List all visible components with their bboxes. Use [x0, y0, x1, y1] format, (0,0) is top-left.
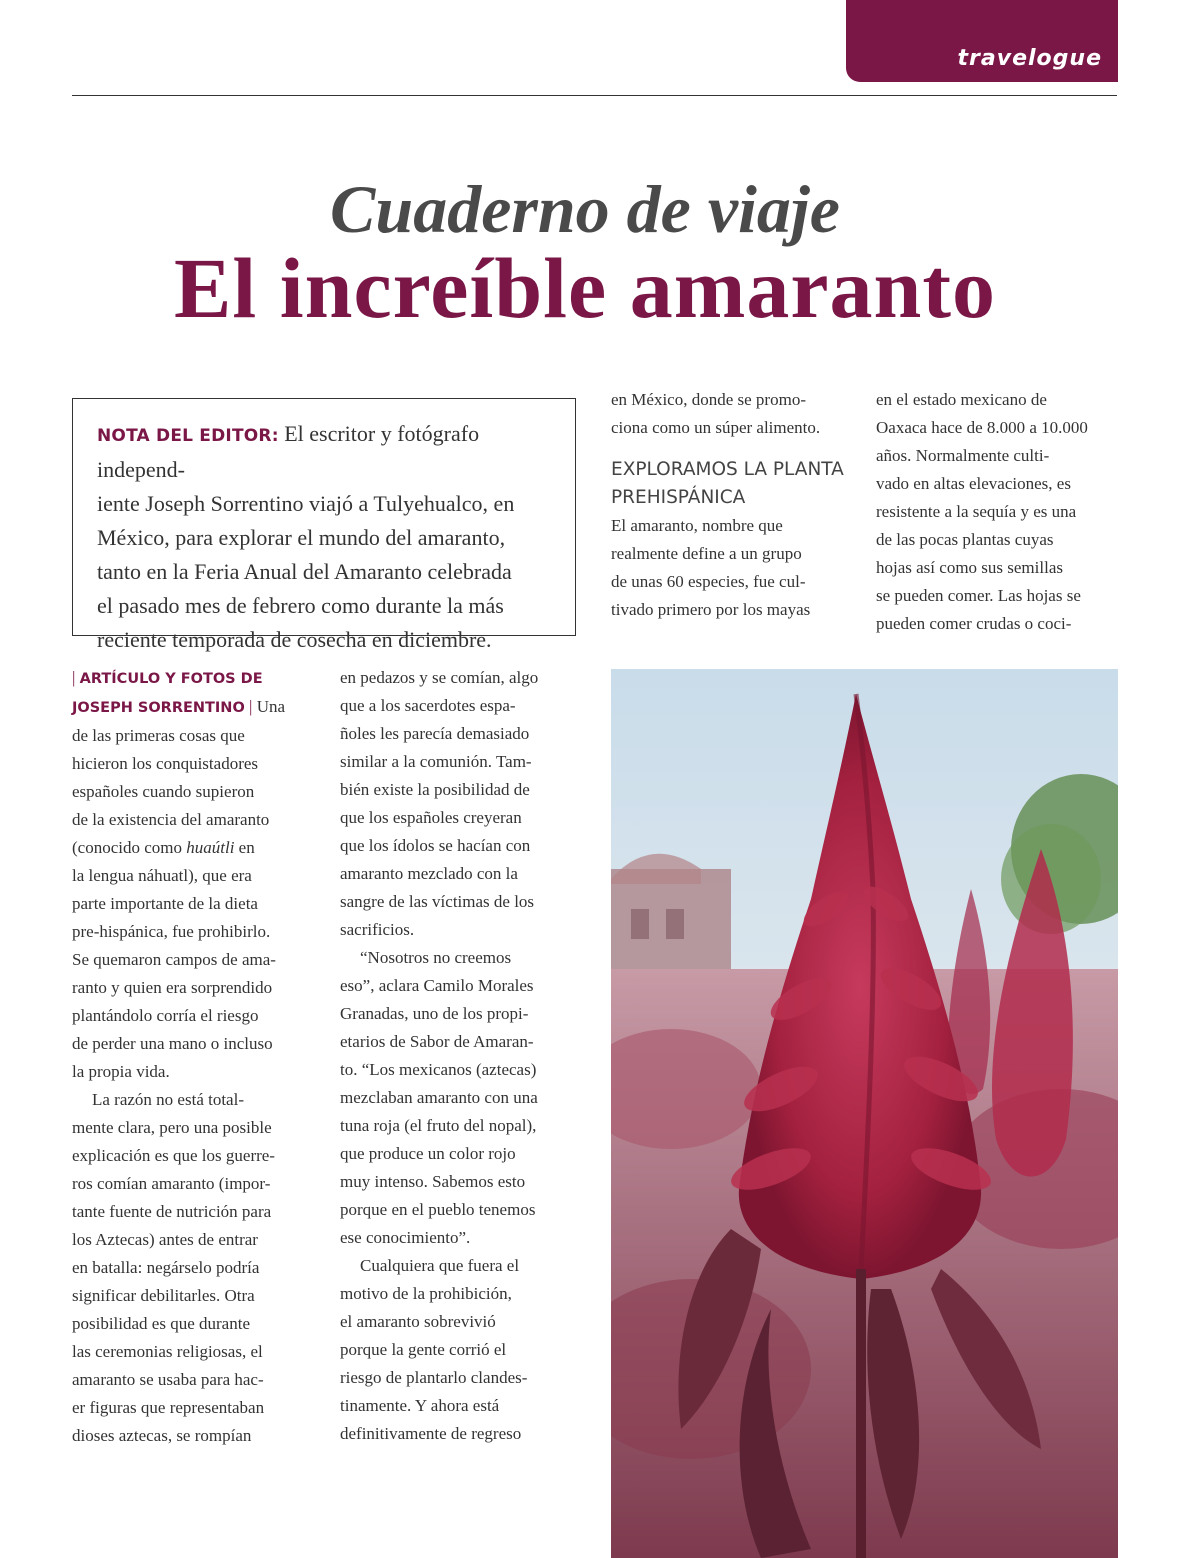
- editor-note-line: México, para explorar el mundo del amaranto,: [97, 525, 506, 550]
- editor-note-box: [72, 398, 576, 652]
- text-line: la propia vida.: [72, 1062, 170, 1081]
- editor-note-line: reciente temporada de cosecha en diciembre.: [97, 627, 492, 652]
- text-line: españoles cuando supieron: [72, 782, 255, 801]
- text-line: el amaranto sobrevivió: [340, 1312, 496, 1331]
- text-line: que los españoles creyeran: [340, 808, 522, 827]
- text-line: explicación es que los guerre-: [72, 1146, 275, 1165]
- text-line: vado en altas elevaciones, es: [876, 474, 1071, 493]
- text-line: que produce un color rojo: [340, 1144, 516, 1163]
- text-line: significar debilitarles. Otra: [72, 1286, 255, 1305]
- subhead-line: PREHISPÁNICA: [611, 487, 746, 508]
- text-line: dioses aztecas, se rompían: [72, 1426, 252, 1445]
- article-column-3: [611, 386, 861, 624]
- text-line: plantándolo corría el riesgo: [72, 1006, 259, 1025]
- text-line: las ceremonias religiosas, el: [72, 1342, 263, 1361]
- text-line: la lengua náhuatl), que era: [72, 866, 252, 885]
- text-line: Oaxaca hace de 8.000 a 10.000: [876, 418, 1088, 437]
- editor-note-line: El escritor y fotógrafo independ-: [97, 421, 480, 482]
- text-line: amaranto se usaba para hac-: [72, 1370, 264, 1389]
- editor-note-line: iente Joseph Sorrentino viajó a Tulyehualco, en: [97, 491, 515, 516]
- editor-note-label: NOTA DEL EDITOR:: [97, 426, 279, 446]
- byline-label: ARTÍCULO Y FOTOS DE: [79, 671, 263, 687]
- text-line: se pueden comer. Las hojas se: [876, 586, 1081, 605]
- text-line: sacrificios.: [340, 920, 415, 939]
- text-line: pueden comer crudas o coci-: [876, 614, 1072, 633]
- text-line: hojas así como sus semillas: [876, 558, 1063, 577]
- text-line: en el estado mexicano de: [876, 390, 1047, 409]
- text-line: eso”, aclara Camilo Morales: [340, 976, 534, 995]
- text-line: La razón no está total-: [92, 1090, 244, 1109]
- text-line: posibilidad es que durante: [72, 1314, 250, 1333]
- text-line: de unas 60 especies, fue cul-: [611, 572, 806, 591]
- text-line: en: [234, 838, 255, 857]
- text-line: realmente define a un grupo: [611, 544, 802, 563]
- text-line: tante fuente de nutrición para: [72, 1202, 272, 1221]
- text-line: años. Normalmente culti-: [876, 446, 1050, 465]
- byline-author: JOSEPH SORRENTINO: [72, 700, 245, 716]
- text-line: tivado primero por los mayas: [611, 600, 811, 619]
- text-line: parte importante de la dieta: [72, 894, 258, 913]
- title-kicker: Cuaderno de viaje: [330, 171, 840, 247]
- text-line: los Aztecas) antes de entrar: [72, 1230, 258, 1249]
- article-column-1: [72, 664, 322, 1450]
- text-line: tuna roja (el fruto del nopal),: [340, 1116, 537, 1135]
- text-line: hicieron los conquistadores: [72, 754, 259, 773]
- text-line: etarios de Sabor de Amaran-: [340, 1032, 534, 1051]
- section-tab: [846, 0, 1118, 82]
- text-line: de la existencia del amaranto: [72, 810, 270, 829]
- text-line: Cualquiera que fuera el: [360, 1256, 520, 1275]
- text-line: er figuras que representaban: [72, 1398, 265, 1417]
- text-line: similar a la comunión. Tam-: [340, 752, 532, 771]
- text-line: riesgo de plantarlo clandes-: [340, 1368, 528, 1387]
- text-line: sangre de las víctimas de los: [340, 892, 535, 911]
- text-line: porque la gente corrió el: [340, 1340, 507, 1359]
- text-line: amaranto mezclado con la: [340, 864, 518, 883]
- text-line: (conocido como: [72, 838, 187, 857]
- text-line: ranto y quien era sorprendido: [72, 978, 273, 997]
- text-line: definitivamente de regreso: [340, 1424, 522, 1443]
- text-line: to. “Los mexicanos (aztecas): [340, 1060, 537, 1079]
- text-line: porque en el pueblo tenemos: [340, 1200, 536, 1219]
- text-line: El amaranto, nombre que: [611, 516, 783, 535]
- section-subhead: [611, 456, 861, 512]
- subhead-line: EXPLORAMOS LA PLANTA: [611, 459, 844, 480]
- text-line: motivo de la prohibición,: [340, 1284, 512, 1303]
- text-line: muy intenso. Sabemos esto: [340, 1172, 526, 1191]
- section-tab-label: travelogue: [957, 46, 1102, 71]
- text-line: Se quemaron campos de ama-: [72, 950, 276, 969]
- text-line: resistente a la sequía y es una: [876, 502, 1077, 521]
- text-line: Una: [256, 697, 286, 716]
- text-line: en México, donde se promo-: [611, 390, 806, 409]
- text-line: Granadas, uno de los propi-: [340, 1004, 529, 1023]
- text-line: que a los sacerdotes espa-: [340, 696, 516, 715]
- text-line: de las pocas plantas cuyas: [876, 530, 1054, 549]
- text-line: ciona como un súper alimento.: [611, 418, 821, 437]
- editor-note-line: tanto en la Feria Anual del Amaranto celebrada: [97, 559, 512, 584]
- text-line: de perder una mano o incluso: [72, 1034, 273, 1053]
- article-column-2: [340, 664, 590, 1448]
- text-line: en pedazos y se comían, algo: [340, 668, 539, 687]
- text-line: ñoles les parecía demasiado: [340, 724, 530, 743]
- italic-term: huaútli: [186, 838, 235, 857]
- text-line: de las primeras cosas que: [72, 726, 245, 745]
- text-line: ros comían amaranto (impor-: [72, 1174, 271, 1193]
- byline-bar: |: [72, 668, 80, 687]
- text-line: pre-hispánica, fue prohibirlo.: [72, 922, 271, 941]
- editor-note-line: el pasado mes de febrero como durante la más: [97, 593, 504, 618]
- text-line: tinamente. Y ahora está: [340, 1396, 500, 1415]
- byline-bar: |: [244, 697, 257, 716]
- amaranth-photo: [611, 669, 1118, 1558]
- headline: El increíble amaranto: [173, 240, 996, 336]
- article-column-4: [876, 386, 1126, 638]
- text-line: ese conocimiento”.: [340, 1228, 471, 1247]
- text-line: mente clara, pero una posible: [72, 1118, 272, 1137]
- text-line: en batalla: negárselo podría: [72, 1258, 260, 1277]
- text-line: que los ídolos se hacían con: [340, 836, 531, 855]
- text-line: bién existe la posibilidad de: [340, 780, 530, 799]
- amaranth-illustration: [611, 669, 1118, 1558]
- header-rule: [72, 95, 1117, 96]
- text-line: mezclaban amaranto con una: [340, 1088, 538, 1107]
- text-line: “Nosotros no creemos: [360, 948, 512, 967]
